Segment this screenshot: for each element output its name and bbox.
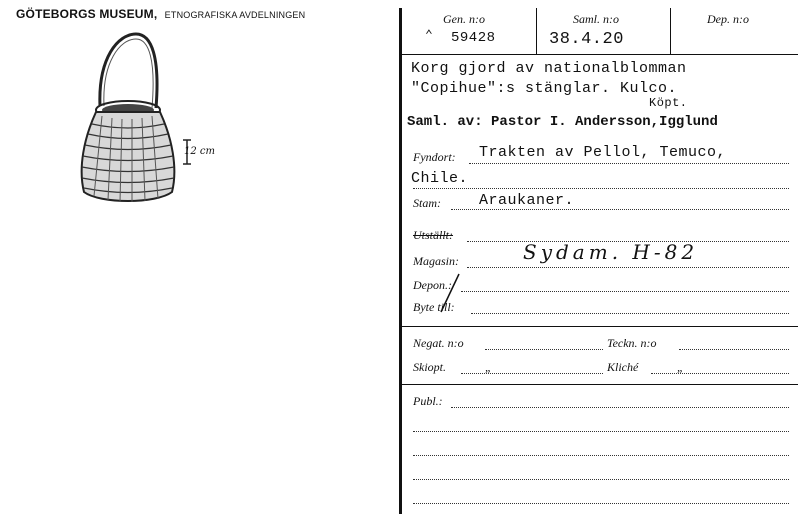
kliche-label: Kliché [607,360,639,374]
header-bottom-line [402,54,798,55]
stam-dotline [451,209,789,210]
basket-drawing [60,28,230,218]
publ-dotline-2 [413,431,789,432]
divider-2 [670,8,671,54]
teckn-label: Teckn. n:o [607,336,657,350]
description-line-1: Korg gjord av nationalblomman [411,60,687,77]
magasin-value: Sydam. H-82 [523,240,699,264]
negat-dotline [485,349,603,350]
fyndort-label: Fyndort: [413,150,456,164]
saml-no-label: Saml. n:o [573,12,619,26]
fyndort-dotline-1 [469,163,789,164]
publ-dotline-4 [413,479,789,480]
section-line-2 [402,384,798,385]
fyndort-dotline-2 [413,188,789,189]
utstallt-label: Utställt: [413,228,454,242]
department-name: ETNOGRAFISKA AVDELNINGEN [164,10,306,20]
kliche-dotline [651,373,789,374]
kliche-ditto: „ [677,360,684,374]
kopt-note: Köpt. [649,96,688,110]
publ-dotline-5 [413,503,789,504]
teckn-dotline [679,349,789,350]
publ-dotline-1 [451,407,789,408]
saml-no-value: 38.4.20 [549,30,624,49]
depon-dotline [461,291,789,292]
fyndort-value-2: Chile. [411,170,469,187]
gen-no-label: Gen. n:o [443,12,485,26]
publ-label: Publ.: [413,394,443,408]
skiopt-dotline [461,373,603,374]
magasin-label: Magasin: [413,254,459,268]
dep-no-label: Dep. n:o [707,12,749,26]
byte-dotline [471,313,789,314]
skiopt-label: Skiopt. [413,360,446,374]
card-left-border [399,8,402,514]
basket-illustration [60,28,230,218]
museum-name: GÖTEBORGS MUSEUM, [16,7,158,21]
byte-label: Byte till: [413,300,455,314]
section-line-1 [402,326,798,327]
magasin-dotline [467,267,789,268]
stam-label: Stam: [413,196,441,210]
fyndort-value-1: Trakten av Pellol, Temuco, [479,144,727,161]
skiopt-ditto: „ [485,360,492,374]
collector-line: Saml. av: Pastor I. Andersson,Igglund [407,114,718,130]
negat-label: Negat. n:o [413,336,464,350]
depon-label: Depon.: [413,278,452,292]
divider-1 [536,8,537,54]
measurement-label: 12 cm [184,146,215,157]
description-line-2: "Copihue":s stänglar. Kulco. [411,80,678,97]
gen-no-mark: ⌃ [425,28,434,43]
catalog-card [399,0,800,518]
stam-value: Araukaner. [479,192,575,209]
museum-header [16,7,305,21]
gen-no-value: 59428 [451,30,496,46]
publ-dotline-3 [413,455,789,456]
